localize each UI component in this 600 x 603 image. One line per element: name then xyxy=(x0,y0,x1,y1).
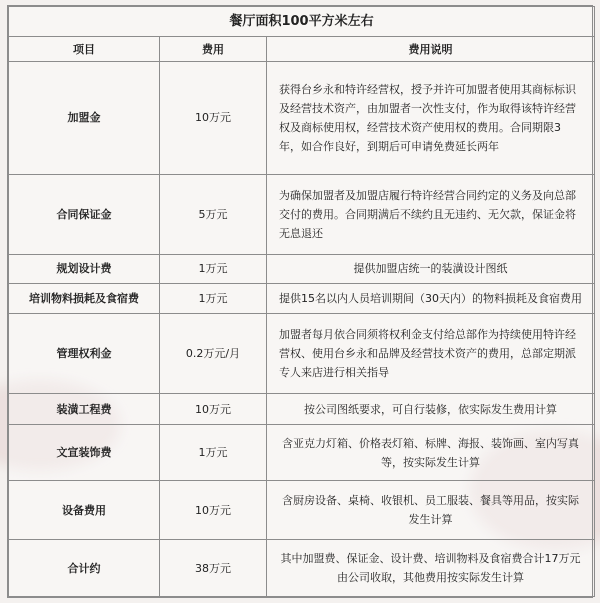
row-item: 加盟金 xyxy=(9,61,160,174)
row-fee: 10万元 xyxy=(160,481,267,540)
row-fee: 1万元 xyxy=(160,424,267,481)
table-row xyxy=(9,394,595,424)
header-desc: 费用说明 xyxy=(267,37,595,61)
row-desc: 提供15名以内人员培训期间（30天内）的物料损耗及食宿费用 xyxy=(267,284,595,313)
row-desc: 其中加盟费、保证金、设计费、培训物料及食宿费合计17万元由公司收取，其他费用按实际发生计算 xyxy=(267,540,595,597)
fee-table xyxy=(8,6,595,597)
table-row xyxy=(9,540,595,597)
row-desc: 按公司图纸要求，可自行装修，依实际发生费用计算 xyxy=(267,394,595,424)
header-item: 项目 xyxy=(9,37,160,61)
row-desc: 含厨房设备、桌椅、收银机、员工服装、餐具等用品，按实际发生计算 xyxy=(267,481,595,540)
row-item: 装潢工程费 xyxy=(9,394,160,424)
row-fee: 1万元 xyxy=(160,284,267,313)
fee-table-sheet xyxy=(7,5,593,598)
row-desc: 获得台乡永和特许经营权，授予并许可加盟者使用其商标标识及经营技术资产，由加盟者一次性支付，作为取得该特许经营权及商标使用权，经营技术资产使用权的费用。合同期限3年，如合作良好，到期后可申请免费延长两年 xyxy=(267,61,595,174)
table-title: 餐厅面积100平方米左右 xyxy=(9,7,595,37)
row-item: 规划设计费 xyxy=(9,254,160,283)
row-fee: 10万元 xyxy=(160,61,267,174)
header-fee: 费用 xyxy=(160,37,267,61)
row-item: 管理权利金 xyxy=(9,313,160,394)
row-desc: 含亚克力灯箱、价格表灯箱、标牌、海报、装饰画、室内写真等，按实际发生计算 xyxy=(267,424,595,481)
table-row xyxy=(9,254,595,283)
row-item: 设备费用 xyxy=(9,481,160,540)
row-fee: 5万元 xyxy=(160,174,267,254)
row-fee: 38万元 xyxy=(160,540,267,597)
row-fee: 1万元 xyxy=(160,254,267,283)
row-item: 文宣装饰费 xyxy=(9,424,160,481)
table-row xyxy=(9,174,595,254)
row-desc: 提供加盟店统一的装潢设计图纸 xyxy=(267,254,595,283)
table-row xyxy=(9,284,595,313)
table-row xyxy=(9,481,595,540)
row-item: 合同保证金 xyxy=(9,174,160,254)
row-desc: 加盟者每月依合同须将权利金支付给总部作为持续使用特许经营权、使用台乡永和品牌及经营技术资产的费用，总部定期派专人来店进行相关指导 xyxy=(267,313,595,394)
row-desc: 为确保加盟者及加盟店履行特许经营合同约定的义务及向总部交付的费用。合同期满后不续约且无违约、无欠款，保证金将无息退还 xyxy=(267,174,595,254)
row-fee: 0.2万元/月 xyxy=(160,313,267,394)
table-row xyxy=(9,424,595,481)
table-row xyxy=(9,61,595,174)
table-row xyxy=(9,313,595,394)
row-item: 培训物料损耗及食宿费 xyxy=(9,284,160,313)
row-fee: 10万元 xyxy=(160,394,267,424)
row-item: 合计约 xyxy=(9,540,160,597)
